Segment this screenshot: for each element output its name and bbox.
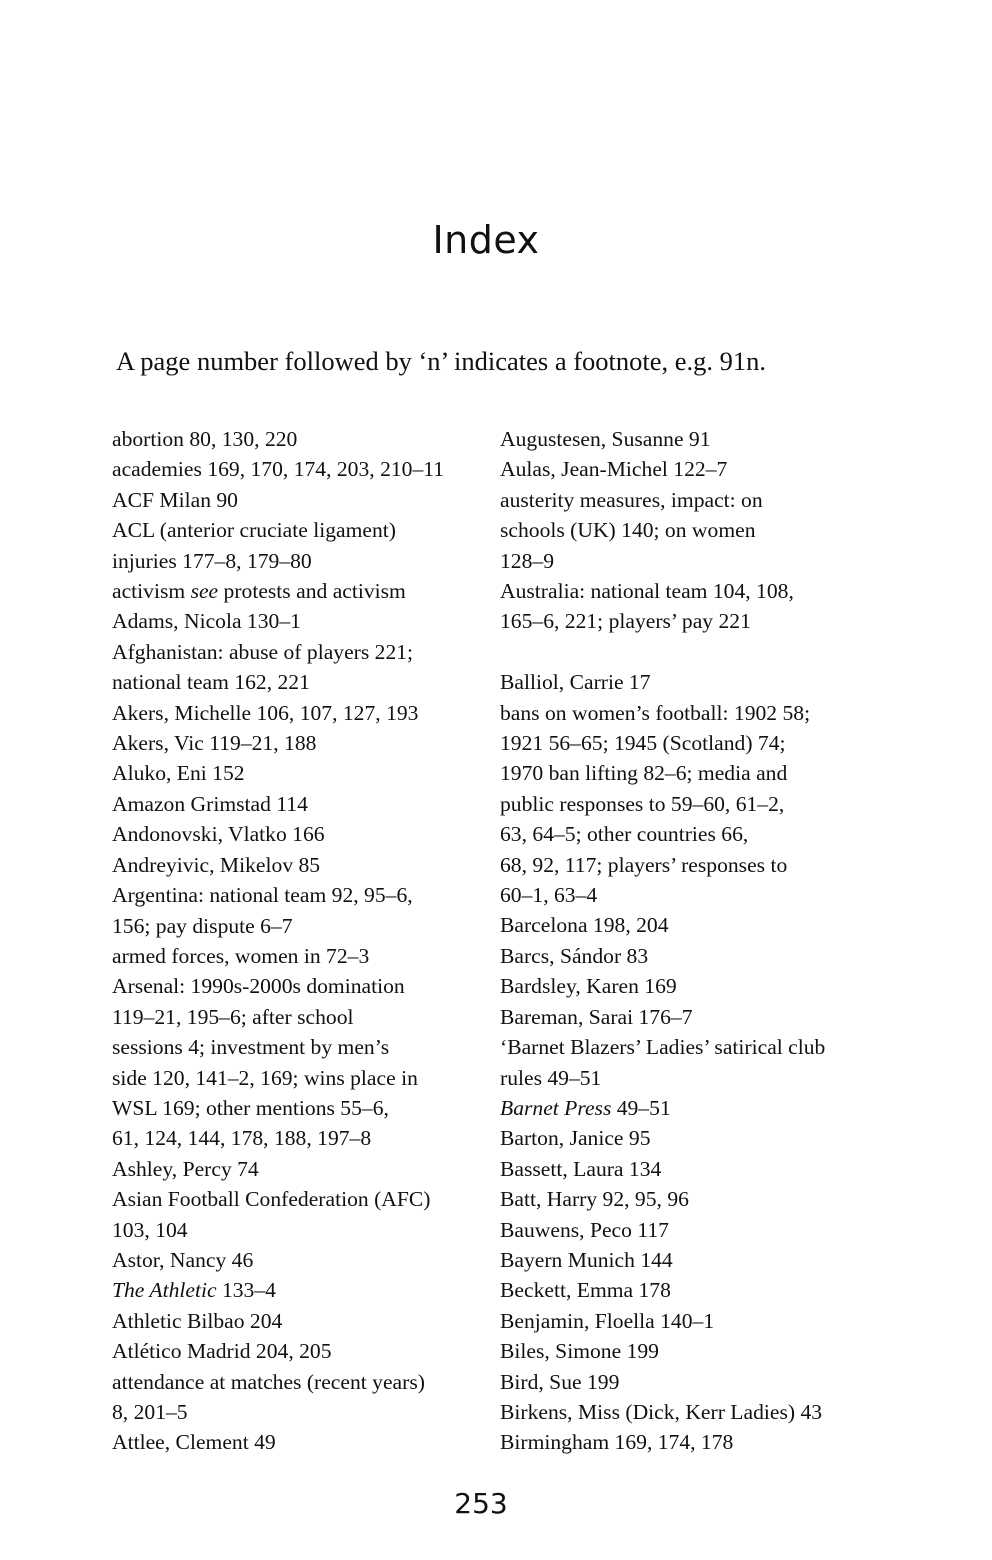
index-entry: Argentina: national team 92, 95–6, 156; pay dispute 6–7 <box>112 883 413 938</box>
index-entry: Benjamin, Floella 140–1 <box>500 1308 715 1333</box>
index-entry: armed forces, women in 72–3 <box>112 943 370 968</box>
index-entry: bans on women’s football: 1902 58; 1921 56–65; 1945 (Scotland) 74; 1970 ban lifting 82–6; media and public responses to 59–60, 61–2, 63, 64–5; other countries 66, 68, 92, 117; players’ responses to 60–1, 63–4 <box>500 700 811 908</box>
index-entry: Attlee, Clement 49 <box>112 1430 276 1455</box>
index-entry: Augustesen, Susanne 91 <box>500 427 711 451</box>
index-entry: Beckett, Emma 178 <box>500 1278 671 1303</box>
index-entry: Australia: national team 104, 108, 165–6, 221; players’ pay 221 <box>500 579 794 634</box>
index-column-right <box>500 424 880 1458</box>
index-entry: attendance at matches (recent years) 8, 201–5 <box>112 1369 425 1424</box>
index-entry: Batt, Harry 92, 95, 96 <box>500 1187 689 1212</box>
index-entry: Bauwens, Peco 117 <box>500 1217 669 1242</box>
index-entry: Bardsley, Karen 169 <box>500 974 677 999</box>
index-entry: ACF Milan 90 <box>112 487 238 512</box>
index-entry: Barcelona 198, 204 <box>500 913 669 938</box>
index-entry: Astor, Nancy 46 <box>112 1247 254 1272</box>
index-entry: Adams, Nicola 130–1 <box>112 609 301 634</box>
index-entry: ‘Barnet Blazers’ Ladies’ satirical club rules 49–51 <box>500 1035 826 1090</box>
index-column-left <box>112 424 482 1458</box>
index-entry: Birmingham 169, 174, 178 <box>500 1430 734 1455</box>
index-entry: Balliol, Carrie 17 <box>500 670 651 695</box>
index-entry: Atlético Madrid 204, 205 <box>112 1339 332 1364</box>
index-entry: Aluko, Eni 152 <box>112 761 245 786</box>
index-entry: Biles, Simone 199 <box>500 1339 659 1364</box>
page-number: 253 <box>454 1487 508 1520</box>
index-entry: Andreyivic, Mikelov 85 <box>112 852 321 877</box>
index-entry: Amazon Grimstad 114 <box>112 791 308 816</box>
index-entry: Athletic Bilbao 204 <box>112 1308 283 1333</box>
index-entry: Barton, Janice 95 <box>500 1126 651 1151</box>
index-entry: Barcs, Sándor 83 <box>500 943 649 968</box>
index-entry: Barnet Press 49–51 <box>500 1095 671 1120</box>
index-entry: Andonovski, Vlatko 166 <box>112 822 325 847</box>
page-title: Index <box>432 218 540 262</box>
index-entry: academies 169, 170, 174, 203, 210–11 <box>112 457 445 482</box>
index-entry: Birkens, Miss (Dick, Kerr Ladies) 43 <box>500 1399 823 1424</box>
index-entry: Ashley, Percy 74 <box>112 1156 259 1181</box>
index-entry: austerity measures, impact: on schools (UK) 140; on women 128–9 <box>500 487 763 573</box>
index-entry: abortion 80, 130, 220 <box>112 427 298 451</box>
index-entry: Aulas, Jean-Michel 122–7 <box>500 457 728 482</box>
index-entry: Asian Football Confederation (AFC) 103, 104 <box>112 1187 431 1242</box>
index-entry: Bird, Sue 199 <box>500 1369 620 1394</box>
index-note: A page number followed by ‘n’ indicates a footnote, e.g. 91n. <box>116 346 767 376</box>
index-entry: Bayern Munich 144 <box>500 1247 673 1272</box>
index-entry: Akers, Michelle 106, 107, 127, 193 <box>112 700 419 725</box>
index-entry: Afghanistan: abuse of players 221; national team 162, 221 <box>112 639 414 695</box>
index-entry: Bassett, Laura 134 <box>500 1156 662 1181</box>
index-entry: ACL (anterior cruciate ligament) injuries 177–8, 179–80 <box>112 518 396 573</box>
index-entry: Arsenal: 1990s-2000s domination 119–21, 195–6; after school sessions 4; investment by men’s side 120, 141–2, 169; wins place in WSL 169; other mentions 55–6, 61, 124, 144, 178, 188, 197–8 <box>112 974 418 1151</box>
index-entry: The Athletic 133–4 <box>112 1278 276 1303</box>
index-entry: activism see protests and activism <box>112 579 406 604</box>
index-entry: Akers, Vic 119–21, 188 <box>112 731 317 756</box>
index-entry: Bareman, Sarai 176–7 <box>500 1004 693 1029</box>
